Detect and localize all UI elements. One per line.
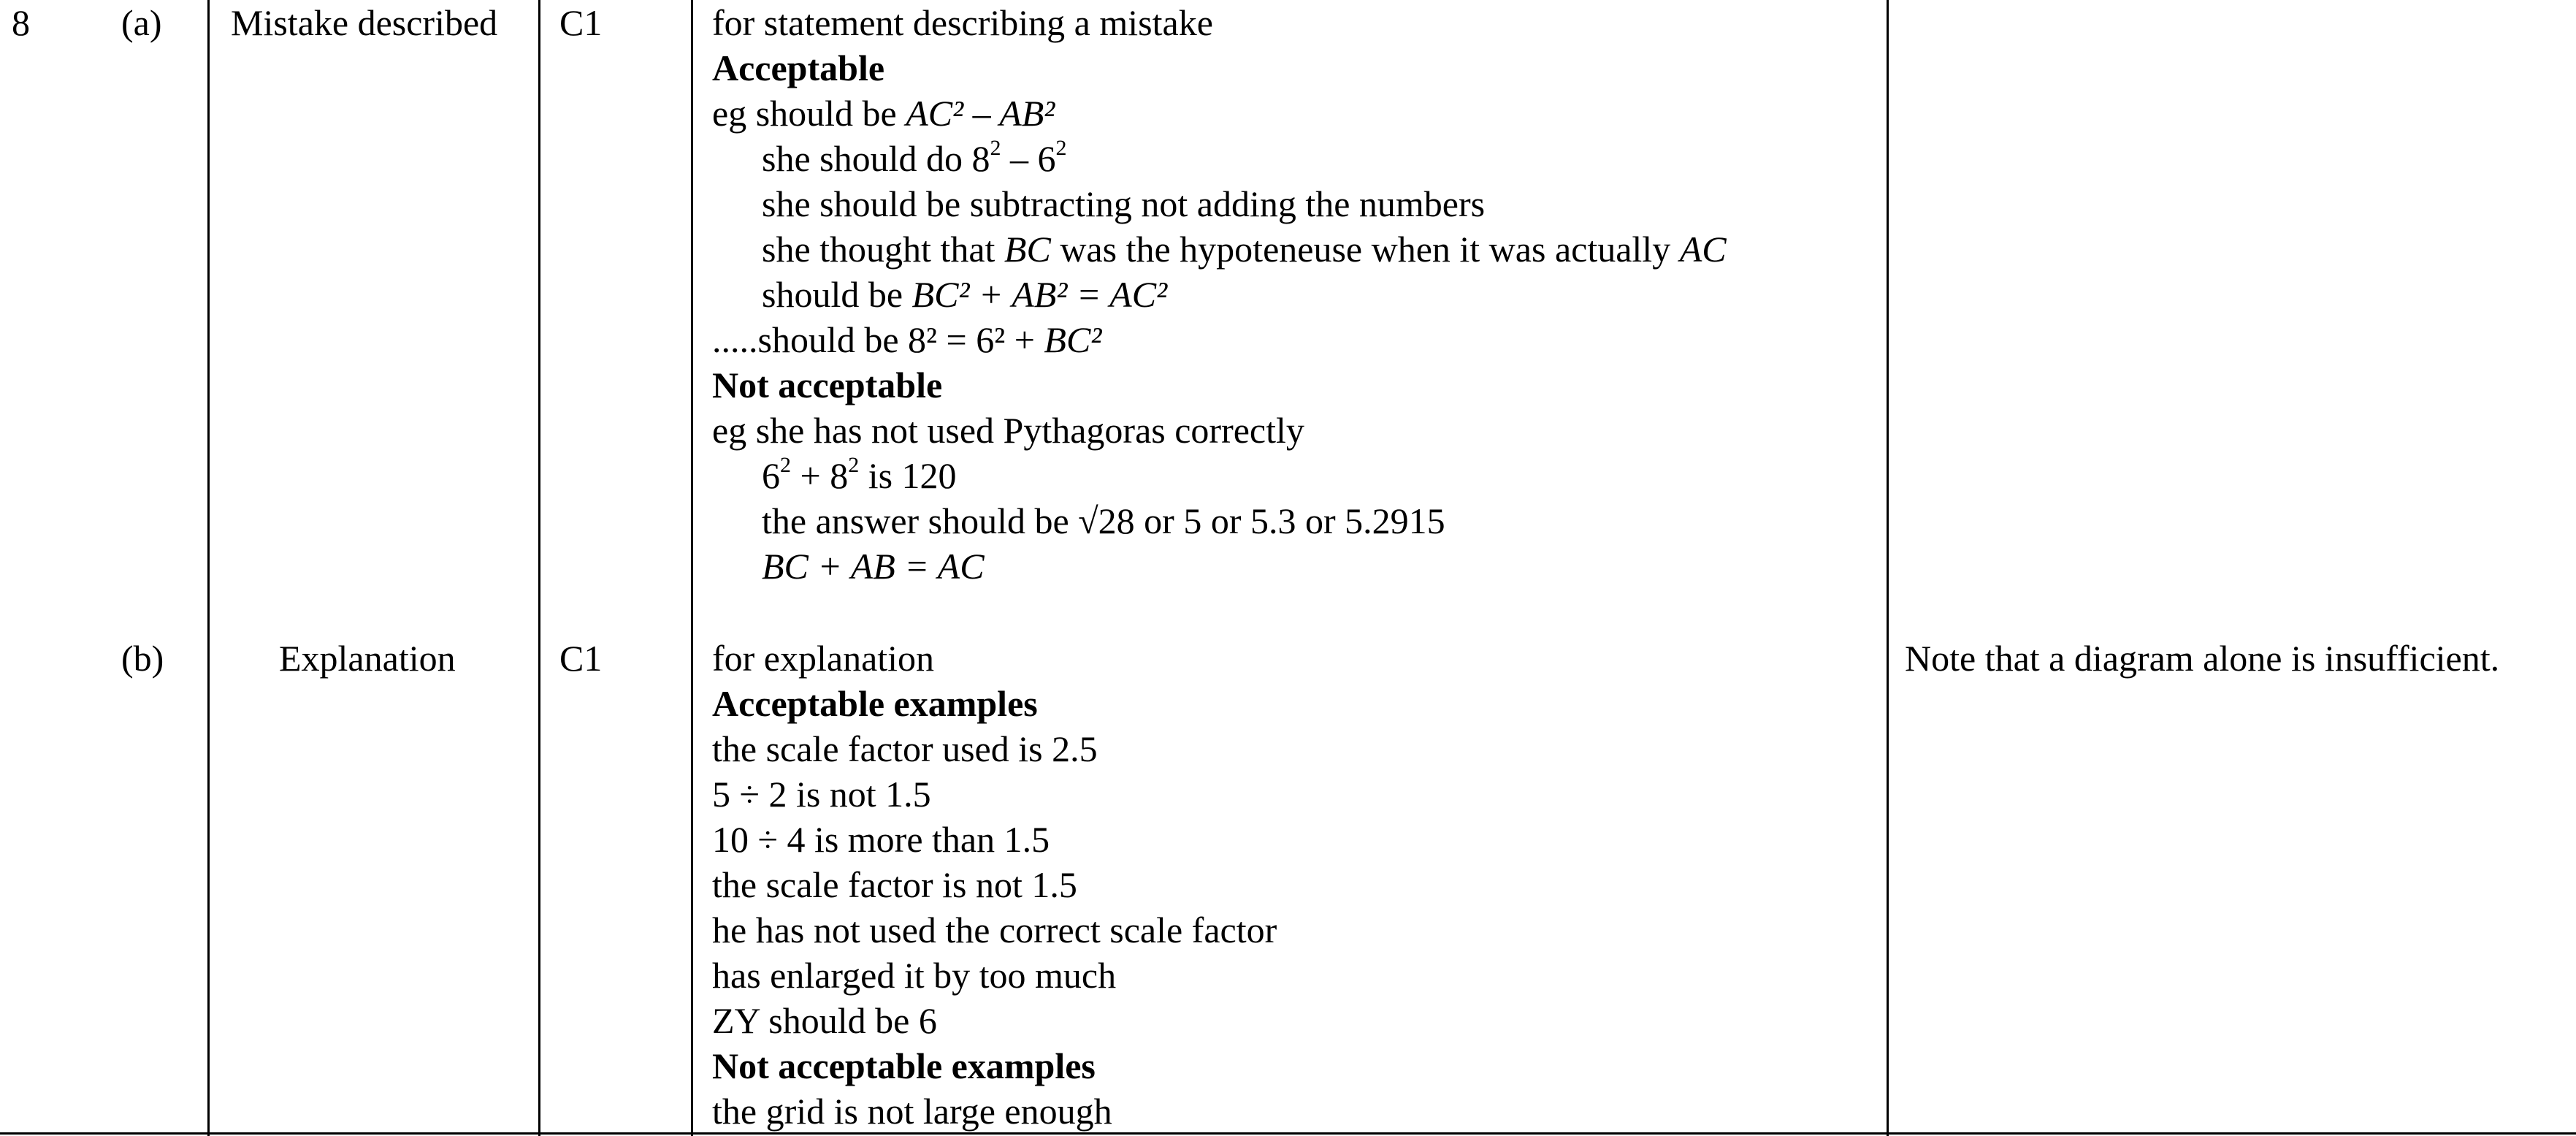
part-b-not-acceptable-heading: Not acceptable examples xyxy=(712,1045,1096,1086)
table-bottom-border xyxy=(0,1132,2576,1135)
part-a-not-acceptable-line-3: the answer should be √28 or 5 or 5.3 or 5.2915 xyxy=(762,500,1445,541)
column-divider-1 xyxy=(207,0,210,1136)
part-b-not-acceptable-1: the grid is not large enough xyxy=(712,1091,1112,1132)
part-a-acceptable-line-6: .....should be 8² = 6² + BC² xyxy=(712,319,1102,360)
part-b-comment: Note that a diagram alone is insufficient. xyxy=(1905,638,2500,679)
part-a-not-acceptable-line-1: eg she has not used Pythagoras correctly xyxy=(712,410,1304,451)
column-divider-4 xyxy=(1887,0,1889,1136)
part-a-acceptable-line-3: she should be subtracting not adding the numbers xyxy=(762,183,1486,224)
part-a-not-acceptable-line-2: $6^2 + 8^2$ is 120 xyxy=(762,453,957,496)
part-b-intro: for explanation xyxy=(712,638,935,679)
part-b-guidance xyxy=(712,636,1277,1134)
part-a-guidance xyxy=(712,0,1727,589)
part-a-acceptable-line-5: should be BC² + AB² = AC² xyxy=(762,274,1168,315)
part-a-label: (a) xyxy=(121,2,162,43)
part-a-not-acceptable-heading: Not acceptable xyxy=(712,365,943,405)
part-a-acceptable-heading: Acceptable xyxy=(712,47,885,88)
part-a-acceptable-line-1: eg should be AC² – AB² xyxy=(712,93,1055,134)
part-a-not-acceptable-line-4: BC + AB = AC xyxy=(762,546,985,587)
part-b-example-5: he has not used the correct scale factor xyxy=(712,910,1277,950)
column-divider-2 xyxy=(538,0,540,1136)
part-b-example-7: ZY should be 6 xyxy=(712,1000,937,1041)
part-a-intro: for statement describing a mistake xyxy=(712,2,1213,43)
part-b-example-4: the scale factor is not 1.5 xyxy=(712,864,1077,905)
part-a-mark: C1 xyxy=(559,2,603,43)
part-b-description: Explanation xyxy=(279,638,456,679)
part-b-example-1: the scale factor used is 2.5 xyxy=(712,728,1098,769)
part-b-example-6: has enlarged it by too much xyxy=(712,955,1117,996)
part-b-label: (b) xyxy=(121,638,164,679)
part-a-description: Mistake described xyxy=(231,2,498,43)
part-a-acceptable-line-2: she should do $8^2 - 6^2$ xyxy=(762,136,1067,179)
part-a-acceptable-line-4: she thought that BC was the hypoteneuse when it was actually AC xyxy=(762,229,1727,270)
column-divider-3 xyxy=(691,0,693,1136)
part-b-example-3: 10 ÷ 4 is more than 1.5 xyxy=(712,819,1050,860)
part-b-example-2: 5 ÷ 2 is not 1.5 xyxy=(712,774,931,815)
part-b-mark: C1 xyxy=(559,638,603,679)
question-number: 8 xyxy=(12,2,30,43)
part-b-acceptable-heading: Acceptable examples xyxy=(712,683,1038,724)
